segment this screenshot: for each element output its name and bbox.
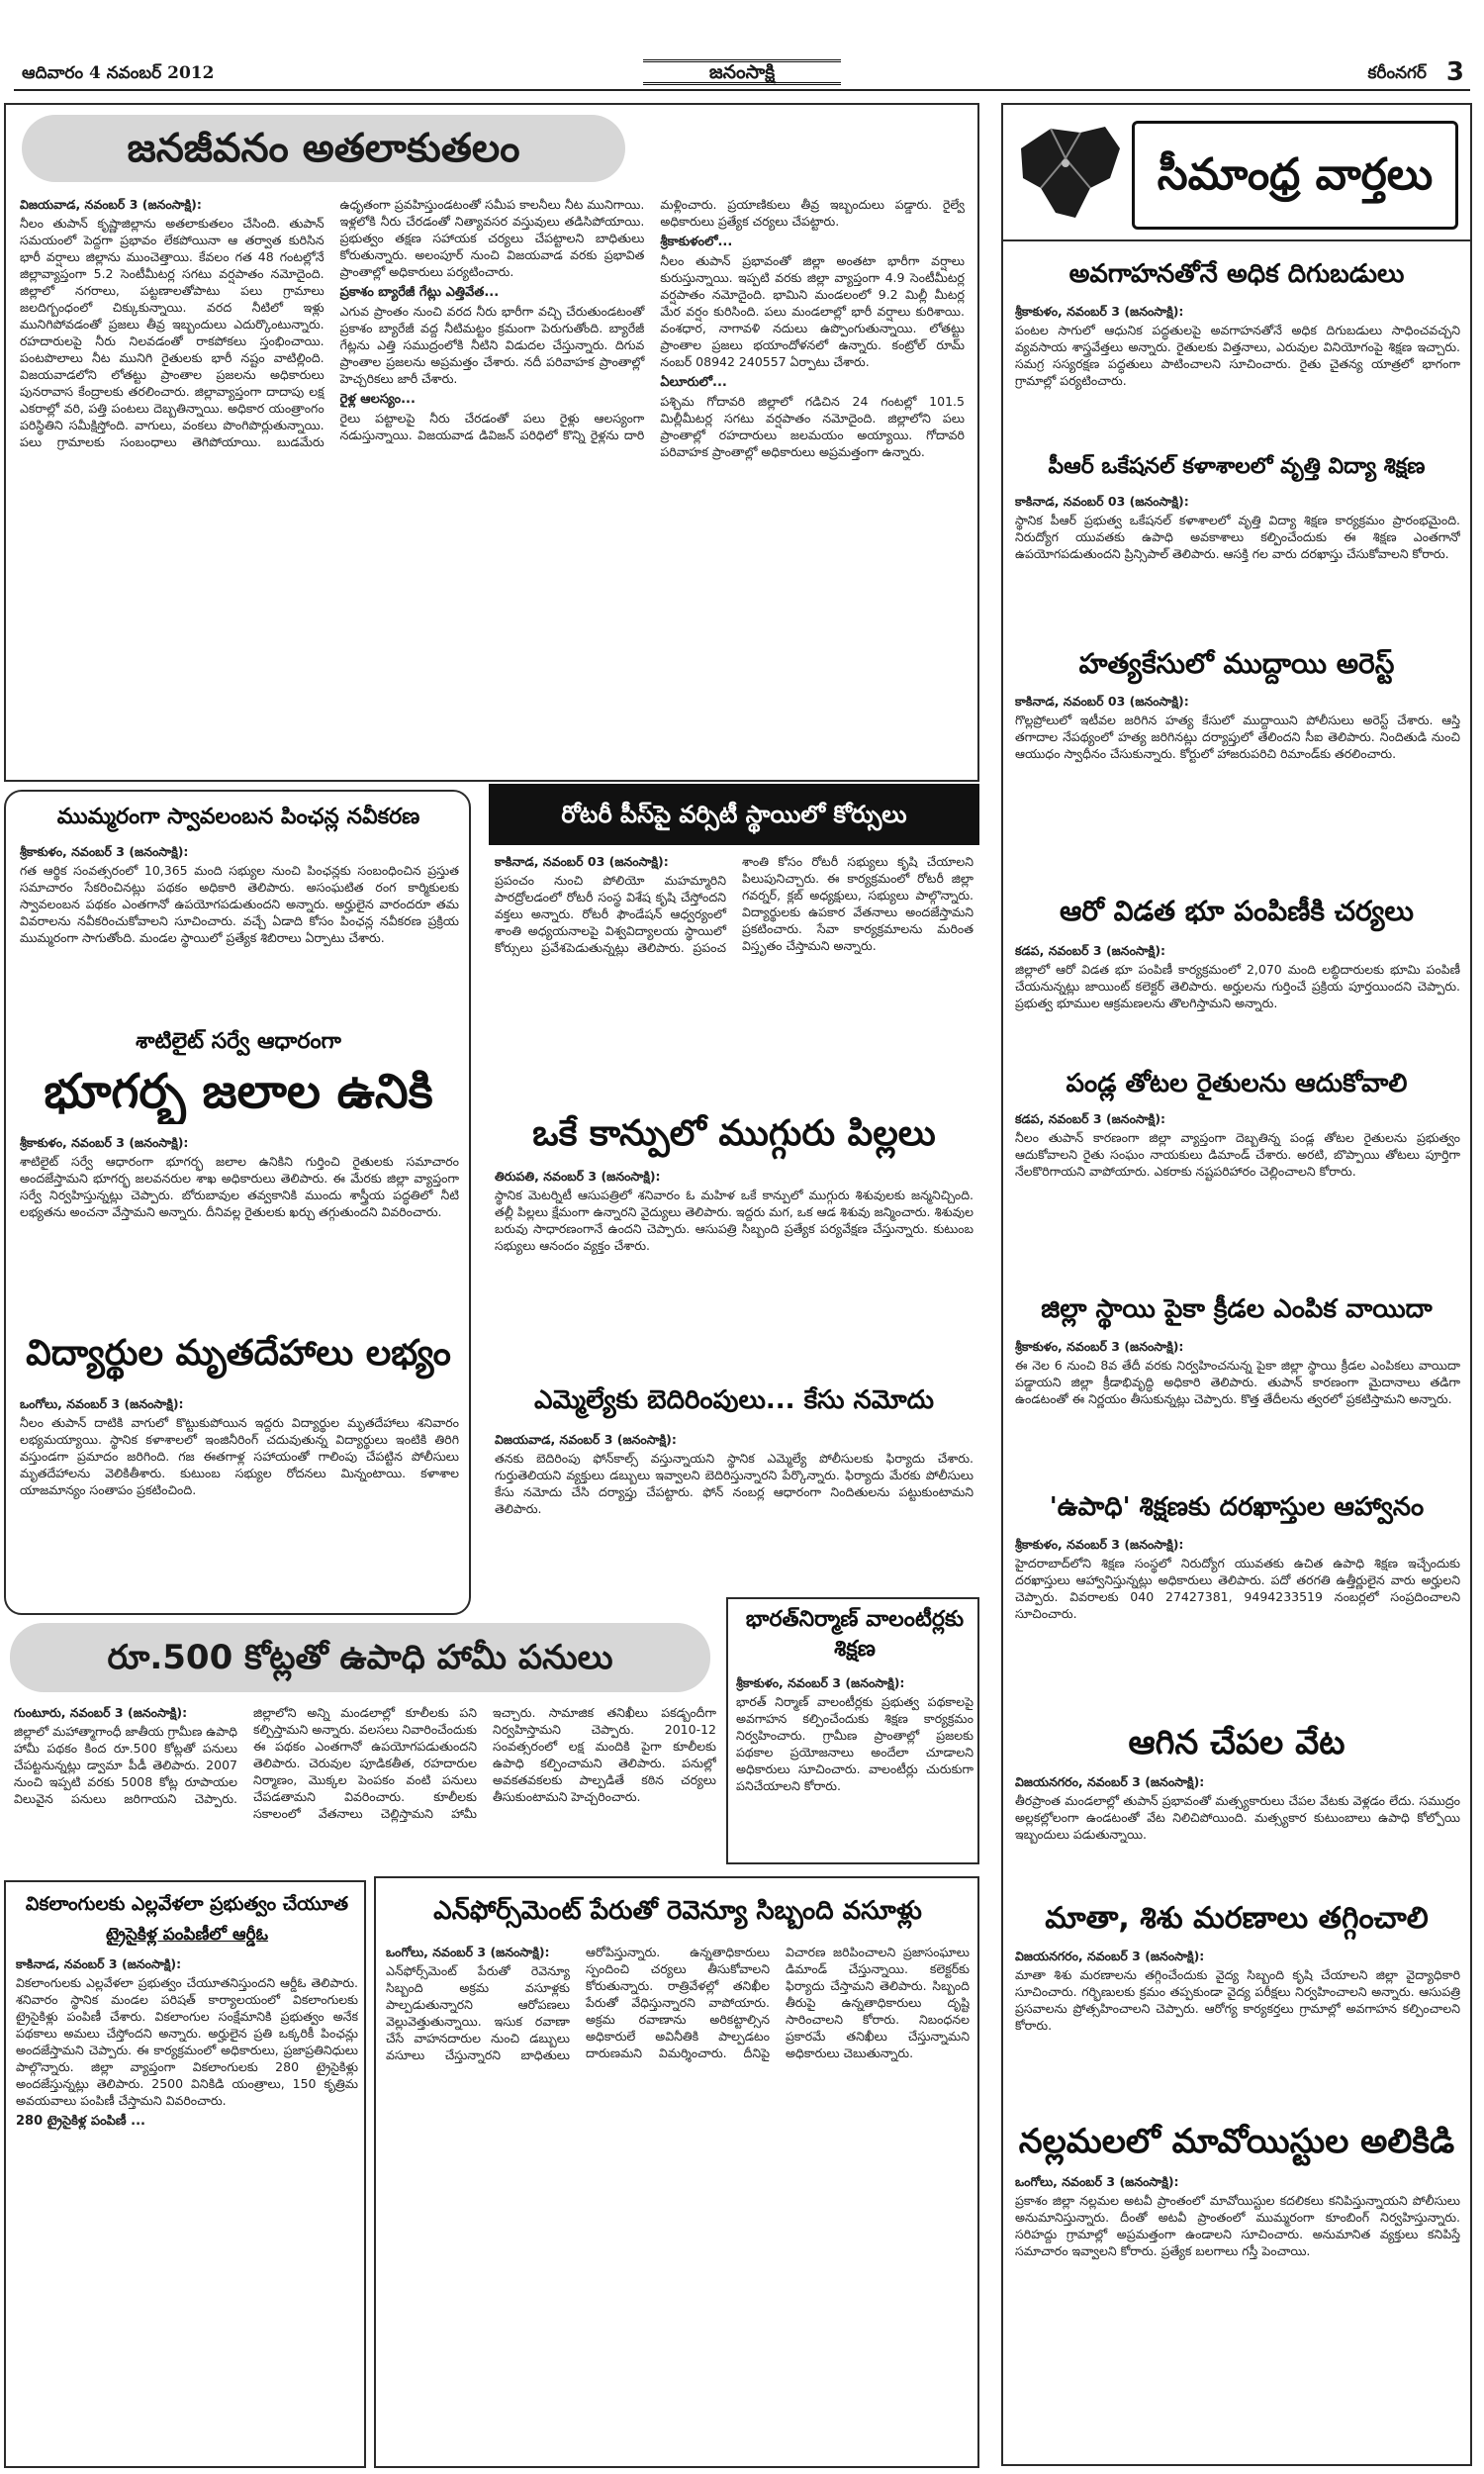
students-headline: విద్యార్థుల మృతదేహాలు లభ్యం: [26, 1333, 451, 1374]
rotary-headline: రోటరీ పీస్‌పై వర్సిటీ స్థాయిలో కోర్సులు: [561, 801, 907, 828]
students-text: నీలం తుపాన్ దాటికి వాగులో కొట్టుకుపోయిన ఇద్దరు విద్యార్థుల మృతదేహాలు శనివారం లభ్యమయ్యాయి. స్థానిక కళాశాలలో ఇంజినీరింగ్ చదువుతున్న విద్యార్థులు ఇంటికి తిరిగి వస్తుండగా ప్రమాదం జరిగింది. గజ ఈతగాళ్ల సహాయంతో గాలింపు చేపట్టిన పోలీసులు మృతదేహాలను వెలికితీశారు. కుటుంబ సభ్యుల రోదనలు మిన్నంటాయి. కళాశాల యాజమాన్యం సంతాపం ప్రకటించింది.: [20, 1415, 459, 1497]
right-story-6-headline: జిల్లా స్థాయి పైకా క్రీడల ఎంపిక వాయిదా: [1041, 1294, 1433, 1324]
right-story-10-headline: నల్లమలలో మావోయిస్టుల అలికిడి: [1018, 2122, 1455, 2161]
wage-headline-band: [10, 1623, 710, 1692]
main-story-text-5: పశ్చిమ గోదావరి జిల్లాలో గడిచిన 24 గంటల్లో 101.5 మిల్లీమీటర్ల సగటు వర్షపాతం నమోదైంది. జిల్లాలోని పలు ప్రాంతాల్లో రహదారులు జలమయం అయ్యాయి. గోదావరి పరివాహక ప్రాంతాల్లో అధికారులు అప్రమత్తంగా ఉన్నారు.: [660, 394, 965, 459]
main-story-text: నీలం తుపాన్ కృష్ణాజిల్లాను అతలాకుతలం చేసింది. తుపాన్ సమయంలో పెద్దగా ప్రభావం లేకపోయినా ఆ తర్వాత కురిసిన భారీ వర్షాలు జిల్లాను ముంచెత్తాయి. కేవలం గత 48 గంటల్లోనే జిల్లావ్యాప్తంగా 5.2 సెంటీమీటర్ల సగటు వర్షపాతం నమోదైంది. జిల్లాలో నగరాలు, పట్టణాలతోపాటు పలు గ్రామాలు జలదిగ్బంధంలో చిక్కుకున్నాయి. వరద నీటిలో ఇళ్లు మునిగిపోవడంతో ప్రజలు తీవ్ర ఇబ్బందులు ఎదుర్కొంటున్నారు. రహదారులపై నీరు నిలవడంతో రాకపోకలు స్తంభించాయి. పంటపొలాలు నీట మునిగి రైతులకు భారీ నష్టం వాటిల్లింది. విజయవాడలోని లోతట్టు ప్రాంతాల ప్రజలను అధికారులు పునరావాస కేంద్రాలకు తరలించారు. జిల్లావ్యాప్తంగా దాదాపు లక్ష ఎకరాల్లో వరి, పత్తి పంటలు దెబ్బతిన్నాయి. అధికార యంత్రాంగం పరిస్థితిని సమీక్షిస్తోంది. వాగులు, వంకలు పొంగిపొర్లుతున్నాయి. పలు గ్రామాలకు సంబంధాలు తెగిపోయాయి. బుడమేరు ఉధృతంగా ప్రవహిస్తుండటంతో సమీప కాలనీలు నీట మునిగాయి. ఇళ్లలోకి నీరు చేరడంతో నిత్యావసర వస్తువులు తడిసిపోయాయి. ప్రభుత్వం తక్షణ సహాయక చర్యలు చేపట్టాలని బాధితులు కోరుతున్నారు. అలంపూర్ నుంచి విజయవాడ వరకు ప్రభావిత ప్రాంతాల్లో అధికారులు పర్యటించారు.: [20, 197, 645, 449]
right-story-4-headline: ఆరో విడత భూ పంపిణీకి చర్యలు: [1060, 895, 1414, 927]
main-story-box: [4, 103, 979, 782]
right-story-3-body: [1015, 693, 1460, 881]
enforcement-headline: ఎన్‌ఫోర్స్‌మెంట్ పేరుతో రెవెన్యూ సిబ్బంది వసూళ్లు: [433, 1896, 922, 1926]
right-story-9-byline: విజయనగరం, నవంబర్ 3 (జనంసాక్షి):: [1015, 1949, 1205, 1963]
satellite-headline: భూగర్భ జలాల ఉనికి: [44, 1064, 433, 1119]
right-story-7-byline: శ్రీకాకుళం, నవంబర్ 3 (జనంసాక్షి):: [1015, 1537, 1184, 1552]
right-story-5-headline: పండ్ల తోటల రైతులను ఆదుకోవాలి: [1066, 1069, 1408, 1098]
wage-headline: రూ.500 కోట్లతో ఉపాధి హామీ పనులు: [107, 1638, 613, 1677]
main-story-text-3: రైలు పట్టాలపై నీరు చేరడంతో పలు రైళ్లు ఆలస్యంగా నడుస్తున్నాయి. విజయవాడ డివిజన్ పరిధిలో కొన్ని రైళ్లను దారి మళ్లించారు. ప్రయాణికులు తీవ్ర ఇబ్బందులు పడ్డారు. రైల్వే అధికారులు ప్రత్యేక చర్యలు చేపట్టారు.: [339, 197, 965, 442]
right-story-2-text: స్థానిక పీఆర్ ప్రభుత్వ ఒకేషనల్ కళాశాలలో వృత్తి విద్యా శిక్షణ కార్యక్రమం ప్రారంభమైంది. నిరుద్యోగ యువతకు ఉపాధి అవకాశాలు కల్పించేందుకు ఈ శిక్షణ ఎంతగానో ఉపయోగపడుతుందని ప్రిన్సిపాల్ తెలిపారు. ఆసక్తి గల వారు దరఖాస్తు చేసుకోవాలని కోరారు.: [1015, 513, 1460, 561]
bharat-box: [726, 1597, 979, 1864]
satellite-kicker: శాటిలైట్ సర్వే ఆధారంగా: [136, 1029, 341, 1054]
bharat-text: భారత్ నిర్మాణ్ వాలంటీర్లకు ప్రభుత్వ పథకాలపై అవగాహన కల్పించేందుకు శిక్షణ కార్యక్రమం నిర్వహించారు. గ్రామీణ ప్రాంతాల్లో ప్రజలకు పథకాల ప్రయోజనాలు అందేలా చూడాలని అధికారులు సూచించారు. వాలంటీర్లు చురుకుగా పనిచేయాలని కోరారు.: [736, 1694, 974, 1793]
right-story-8-byline: విజయనగరం, నవంబర్ 3 (జనంసాక్షి):: [1015, 1774, 1205, 1789]
wage-body: [14, 1704, 716, 1872]
satellite-byline: శ్రీకాకుళం, నవంబర్ 3 (జనంసాక్షి):: [20, 1135, 189, 1150]
main-story-text-4: నీలం తుపాన్ ప్రభావంతో జిల్లా అంతటా భారీగా వర్షాలు కురుస్తున్నాయి. ఇప్పటి వరకు జిల్లా వ్యాప్తంగా 4.9 సెంటీమీటర్ల వర్షపాతం నమోదైంది. భామిని మండలంలో 9.2 మిల్లీ మీటర్ల మేర వర్షం కురిసింది. పలు మండలాల్లో భారీ వర్షాలు కురిశాయి. వంశధార, నాగావళి నదులు ఉప్పొంగుతున్నాయి. లోతట్టు ప్రాంతాల ప్రజలు భయాందోళనలో ఉన్నారు. కంట్రోల్ రూమ్ నంబర్ 08942 240557 ఏర్పాటు చేశారు.: [660, 253, 965, 369]
bharat-headline: భారత్‌నిర్మాణ్ వాలంటీర్లకు శిక్షణ: [745, 1607, 965, 1662]
right-story-2-body: [1015, 493, 1460, 631]
disabled-text: వికలాంగులకు ఎల్లవేళలా ప్రభుత్వం చేయూతనిస్తుందని ఆర్డీఓ తెలిపారు. శనివారం స్థానిక మండల పరిషత్ కార్యాలయంలో వికలాంగులకు ట్రైసైకిళ్లు పంపిణీ చేశారు. వికలాంగుల సంక్షేమానికి ప్రభుత్వం అనేక పథకాలు అమలు చేస్తోందని అన్నారు. అర్హులైన ప్రతి ఒక్కరికీ పింఛన్లు అందజేస్తామని చెప్పారు. ఈ కార్యక్రమంలో అధికారులు, ప్రజాప్రతినిధులు పాల్గొన్నారు. జిల్లా వ్యాప్తంగా వికలాంగులకు 280 ట్రైసైకిళ్లు అందజేస్తున్నట్లు తెలిపారు. 2500 వినికిడి యంత్రాలు, 150 కృత్రిమ అవయవాలు పంపిణీ చేస్తామని వివరించారు.: [16, 1975, 358, 2108]
masthead: [0, 0, 1484, 87]
students-body: [20, 1395, 459, 1603]
pension-body: [20, 843, 459, 1021]
right-story-7-headline: 'ఉపాధి' శిక్షణకు దరఖాస్తుల ఆహ్వానం: [1049, 1492, 1425, 1522]
right-story-3-headline: హత్యకేసులో ముద్దాయి అరెస్ట్: [1078, 647, 1395, 680]
seemandhra-banner-title: సీమాంధ్ర వార్తలు: [1132, 121, 1458, 230]
right-story-7-body: [1015, 1536, 1460, 1710]
enforcement-body: [386, 1944, 970, 2458]
rotary-body: [495, 853, 974, 1100]
disabled-kicker: ట్రైసైకిళ్ల పంపిణీలో ఆర్డీఓ: [105, 1925, 269, 1945]
masthead-rule: [14, 89, 1470, 91]
right-story-5-body: [1015, 1110, 1460, 1279]
main-story-body: [20, 196, 965, 770]
right-story-5-byline: కడప, నవంబర్ 3 (జనంసాక్షి):: [1015, 1111, 1166, 1126]
right-story-7-text: హైదరాబాద్‌లోని శిక్షణ సంస్థలో నిరుద్యోగ యువతకు ఉచిత ఉపాధి శిక్షణ ఇచ్చేందుకు దరఖాస్తులు ఆహ్వానిస్తున్నట్లు అధికారులు తెలిపారు. పదో తరగతి ఉత్తీర్ణులైన వారు అర్హులని చెప్పారు. వివరాలకు 040 27427381, 9494233519 నంబర్లలో సంప్రదించాలని సూచించారు.: [1015, 1556, 1460, 1621]
right-story-2-headline: పీఆర్ ఒకేషనల్ కళాశాలలో వృత్తి విద్యా శిక్షణ: [1048, 454, 1426, 479]
main-story-headline-band: [22, 115, 625, 182]
right-story-4-body: [1015, 942, 1460, 1057]
disabled-body: [16, 1955, 358, 2460]
mla-byline: విజయవాడ, నవంబర్ 3 (జనంసాక్షి):: [495, 1432, 677, 1447]
right-story-10-body: [1015, 2173, 1460, 2456]
satellite-text: శాటిలైట్ సర్వే ఆధారంగా భూగర్భ జలాల ఉనికిని గుర్తించి రైతులకు సమాచారం అందజేస్తామని భూగర్భ జలవనరుల శాఖ అధికారులు తెలిపారు. ఈ మేరకు జిల్లా వ్యాప్తంగా సర్వే నిర్వహిస్తున్నట్లు చెప్పారు. బోరుబావుల తవ్వకానికి ముందు శాస్త్రీయ పద్ధతిలో నీటి లభ్యతను అంచనా వేస్తామని అన్నారు. దీనివల్ల రైతులకు ఖర్చు తగ్గుతుందని వివరించారు.: [20, 1154, 459, 1219]
edition-city: కరీంనగర్: [1367, 63, 1427, 83]
main-story-headline: జనజీవనం అతలాకుతలం: [127, 126, 520, 171]
enforcement-box: [374, 1876, 979, 2468]
newspaper-logo: జనంసాక్షి: [643, 59, 841, 85]
mla-headline: ఎమ్మెల్యేకు బెదిరింపులు... కేసు నమోదు: [534, 1385, 934, 1415]
main-story-subhead-trains: రైళ్ల ఆలస్యం...: [339, 392, 416, 407]
wage-text: జిల్లాలో మహాత్మాగాంధీ జాతీయ గ్రామీణ ఉపాధి హామీ పథకం కింద రూ.500 కోట్లతో పనులు చేపట్టనున్నట్లు డ్వామా పీడీ తెలిపారు. 2007 నుంచి ఇప్పటి వరకు 5008 కోట్ల రూపాయల విలువైన పనులు జరిగాయని చెప్పారు. జిల్లాలోని అన్ని మండలాల్లో కూలీలకు పని కల్పిస్తామని అన్నారు. వలసలు నివారించేందుకు ఈ పథకం ఎంతగానో ఉపయోగపడుతుందని తెలిపారు. చెరువుల పూడికతీత, రహదారుల నిర్మాణం, మొక్కల పెంపకం వంటి పనులు చేపడతామని వివరించారు. కూలీలకు సకాలంలో వేతనాలు చెల్లిస్తామని హామీ ఇచ్చారు. సామాజిక తనిఖీలు పకడ్బందీగా నిర్వహిస్తామని చెప్పారు. 2010-12 సంవత్సరంలో లక్ష మందికి పైగా కూలీలకు ఉపాధి కల్పించామని తెలిపారు. పనుల్లో అవకతవకలకు పాల్పడితే కఠిన చర్యలు తీసుకుంటామని హెచ్చరించారు.: [14, 1705, 716, 1821]
right-story-8-body: [1015, 1773, 1460, 1888]
disabled-subhead: 280 ట్రైసైకిళ్ల పంపిణీ ...: [16, 2114, 145, 2129]
enforcement-byline: ఒంగోలు, నవంబర్ 3 (జనంసాక్షి):: [386, 1945, 550, 1959]
page-number: 3: [1445, 57, 1464, 87]
main-story-subhead-eluru: ఏలూరులో...: [660, 375, 727, 390]
main-story-byline: విజయవాడ, నవంబర్ 3 (జనంసాక్షి):: [20, 197, 202, 212]
disabled-byline: కాకినాడ, నవంబర్ 3 (జనంసాక్షి):: [16, 1956, 182, 1971]
right-story-1-text: పంటల సాగులో ఆధునిక పద్ధతులపై అవగాహనతోనే అధిక దిగుబడులు సాధించవచ్చని వ్యవసాయ శాస్త్రవేత్తలు అన్నారు. రైతులకు విత్తనాలు, ఎరువుల వినియోగంపై శిక్షణ ఇచ్చారు. సమగ్ర సస్యరక్షణ పద్ధతులు పాటించాలని సూచించారు. రైతు చైతన్య యాత్రలో భాగంగా గ్రామాల్లో పర్యటించారు.: [1015, 323, 1460, 388]
rotary-text: ప్రపంచం నుంచి పోలియో మహమ్మారిని పారద్రోలడంలో రోటరీ సంస్థ విశేష కృషి చేస్తోందని వక్తలు అన్నారు. రోటరీ ఫౌండేషన్ ఆధ్వర్యంలో శాంతి అధ్యయనాలపై విశ్వవిద్యాలయ స్థాయిలో కోర్సులు ప్రవేశపెడుతున్నట్లు తెలిపారు. ప్రపంచ శాంతి కోసం రోటరీ సభ్యులు కృషి చేయాలని పిలుపునిచ్చారు. ఈ కార్యక్రమంలో రోటరీ జిల్లా గవర్నర్, క్లబ్ అధ్యక్షులు, సభ్యులు పాల్గొన్నారు. విద్యార్థులకు ఉపకార వేతనాలు అందజేస్తామని ప్రకటించారు. సేవా కార్యక్రమాలను మరింత విస్తృతం చేస్తామని అన్నారు.: [495, 854, 974, 955]
right-story-1-body: [1015, 303, 1460, 437]
right-story-5-text: నీలం తుపాన్ కారణంగా జిల్లా వ్యాప్తంగా దెబ్బతిన్న పండ్ల తోటల రైతులను ప్రభుత్వం ఆదుకోవాలని రైతు సంఘం నాయకులు డిమాండ్ చేశారు. అరటి, బొప్పాయి తోటలు పూర్తిగా నేలకొరిగాయని వాపోయారు. ఎకరాకు నష్టపరిహారం చెల్లించాలని కోరారు.: [1015, 1130, 1460, 1179]
right-story-6-byline: శ్రీకాకుళం, నవంబర్ 3 (జనంసాక్షి):: [1015, 1339, 1184, 1354]
wage-byline: గుంటూరు, నవంబర్ 3 (జనంసాక్షి):: [14, 1705, 188, 1720]
right-story-3-text: గొల్లప్రోలులో ఇటీవల జరిగిన హత్య కేసులో ముద్దాయిని పోలీసులు అరెస్ట్ చేశారు. ఆస్తి తగాదాల నేపథ్యంలో హత్య జరిగినట్లు దర్యాప్తులో తేలిందని సీఐ తెలిపారు. నిందితుడి నుంచి ఆయుధం స్వాధీనం చేసుకున్నారు. కోర్టులో హాజరుపరిచి రిమాండ్‌కు తరలించారు.: [1015, 713, 1460, 761]
disabled-box: [4, 1880, 366, 2468]
rotary-headline-band: [489, 784, 979, 845]
students-byline: ఒంగోలు, నవంబర్ 3 (జనంసాక్షి):: [20, 1396, 184, 1411]
kids-byline: తిరుపతి, నవంబర్ 3 (జనంసాక్షి):: [495, 1169, 661, 1184]
pension-byline: శ్రీకాకుళం, నవంబర్ 3 (జనంసాక్షి):: [20, 844, 189, 859]
main-story-subhead-srikakulam: శ్రీకాకుళంలో...: [660, 235, 733, 249]
right-story-9-headline: మాతా, శిశు మరణాలు తగ్గించాలి: [1045, 1901, 1429, 1936]
mla-text: తనకు బెదిరింపు ఫోన్‌కాల్స్ వస్తున్నాయని స్థానిక ఎమ్మెల్యే పోలీసులకు ఫిర్యాదు చేశారు. గుర్తుతెలియని వ్యక్తులు డబ్బులు ఇవ్వాలని బెదిరిస్తున్నారని పేర్కొన్నారు. ఫిర్యాదు మేరకు పోలీసులు కేసు నమోదు చేసి దర్యాప్తు చేపట్టారు. ఫోన్ నంబర్ల ఆధారంగా నిందితులను పట్టుకుంటామని తెలిపారు.: [495, 1451, 974, 1516]
bharat-body: [736, 1674, 974, 1856]
right-story-10-text: ప్రకాశం జిల్లా నల్లమల అటవీ ప్రాంతంలో మావోయిస్టుల కదలికలు కనిపిస్తున్నాయని పోలీసులు అనుమానిస్తున్నారు. దీంతో అటవీ ప్రాంతంలో ముమ్మరంగా కూంబింగ్ నిర్వహిస్తున్నారు. సరిహద్దు గ్రామాల్లో అప్రమత్తంగా ఉండాలని సూచించారు. అనుమానిత వ్యక్తులు కనిపిస్తే సమాచారం ఇవ్వాలని కోరారు. ప్రత్యేక బలగాలు గస్తీ పెంచాయి.: [1015, 2193, 1460, 2258]
right-story-9-body: [1015, 1948, 1460, 2106]
right-story-4-text: జిల్లాలో ఆరో విడత భూ పంపిణీ కార్యక్రమంలో 2,070 మంది లబ్ధిదారులకు భూమి పంపిణీ చేయనున్నట్లు జాయింట్ కలెక్టర్ తెలిపారు. అర్హులను గుర్తించే ప్రక్రియ పూర్తయిందని చెప్పారు. ప్రభుత్వ భూముల ఆక్రమణలను తొలగిస్తామని అన్నారు.: [1015, 962, 1460, 1010]
right-story-4-byline: కడప, నవంబర్ 3 (జనంసాక్షి):: [1015, 943, 1166, 958]
mla-body: [495, 1431, 974, 1589]
right-story-6-body: [1015, 1338, 1460, 1476]
right-story-1-byline: శ్రీకాకుళం, నవంబర్ 3 (జనంసాక్షి):: [1015, 304, 1184, 319]
kids-body: [495, 1168, 974, 1356]
right-story-2-byline: కాకినాడ, నవంబర్ 03 (జనంసాక్షి):: [1015, 494, 1189, 509]
right-story-9-text: మాతా శిశు మరణాలను తగ్గించేందుకు వైద్య సిబ్బంది కృషి చేయాలని జిల్లా వైద్యాధికారి సూచించారు. గర్భిణులకు క్రమం తప్పకుండా వైద్య పరీక్షలు నిర్వహించాలని అన్నారు. ఆసుపత్రి ప్రసవాలను ప్రోత్సహించాలని చెప్పారు. ఆరోగ్య కార్యకర్తలు గ్రామాల్లో అవగాహన కల్పించాలని కోరారు.: [1015, 1967, 1460, 2033]
main-story-subhead-barrage: ప్రకాశం బ్యారేజీ గేట్లు ఎత్తివేత...: [339, 285, 500, 300]
right-story-8-text: తీరప్రాంత మండలాల్లో తుపాన్ ప్రభావంతో మత్స్యకారులు చేపల వేటకు వెళ్లడం లేదు. సముద్రం అల్లకల్లోలంగా ఉండటంతో వేట నిలిచిపోయింది. మత్స్యకార కుటుంబాలు ఉపాధి కోల్పోయి ఇబ్బందులు పడుతున్నాయి.: [1015, 1793, 1460, 1842]
rotary-byline: కాకినాడ, నవంబర్ 03 (జనంసాక్షి):: [495, 854, 669, 869]
right-column-box: [1001, 103, 1472, 2466]
right-story-3-byline: కాకినాడ, నవంబర్ 03 (జనంసాక్షి):: [1015, 694, 1189, 709]
satellite-body: [20, 1134, 459, 1312]
right-story-10-byline: ఒంగోలు, నవంబర్ 3 (జనంసాక్షి):: [1015, 2174, 1179, 2189]
right-story-6-text: ఈ నెల 6 నుంచి 8వ తేదీ వరకు నిర్వహించనున్న పైకా జిల్లా స్థాయి క్రీడల ఎంపికలు వాయిదా పడ్డాయని జిల్లా క్రీడాభివృద్ధి అధికారి తెలిపారు. తుపాన్ కారణంగా మైదానాలు తడిగా ఉండటంతో ఈ నిర్ణయం తీసుకున్నట్లు చెప్పారు. కొత్త తేదీలను త్వరలో ప్రకటిస్తామని అన్నారు.: [1015, 1358, 1460, 1406]
left-stories-box: [4, 790, 471, 1615]
kids-text: స్థానిక మెటర్నిటీ ఆసుపత్రిలో శనివారం ఓ మహిళ ఒకే కాన్పులో ముగ్గురు శిశువులకు జన్మనిచ్చింది. తల్లీ పిల్లలు క్షేమంగా ఉన్నారని వైద్యులు తెలిపారు. ఇద్దరు మగ, ఒక ఆడ శిశువు జన్మించారు. శిశువుల బరువు సాధారణంగానే ఉందని చెప్పారు. ఆసుపత్రి సిబ్బంది ప్రత్యేక పర్యవేక్షణ చేస్తున్నారు. కుటుంబ సభ్యులు ఆనందం వ్యక్తం చేశారు.: [495, 1188, 974, 1253]
enforcement-text: ఎన్‌ఫోర్స్‌మెంట్ పేరుతో రెవెన్యూ సిబ్బంది అక్రమ వసూళ్లకు పాల్పడుతున్నారని ఆరోపణలు వెల్లువెత్తుతున్నాయి. ఇసుక రవాణా చేసే వాహనదారుల నుంచి డబ్బులు వసూలు చేస్తున్నారని బాధితులు ఆరోపిస్తున్నారు. ఉన్నతాధికారులు స్పందించి చర్యలు తీసుకోవాలని కోరుతున్నారు. రాత్రివేళల్లో తనిఖీల పేరుతో వేధిస్తున్నారని వాపోయారు. అక్రమ రవాణాను అరికట్టాల్సిన అధికారులే అవినీతికి పాల్పడటం దారుణమని విమర్శించారు. దీనిపై విచారణ జరిపించాలని ప్రజాసంఘాలు డిమాండ్ చేస్తున్నాయి. కలెక్టర్‌కు ఫిర్యాదు చేస్తామని తెలిపారు. సిబ్బంది తీరుపై ఉన్నతాధికారులు దృష్టి సారించాలని కోరారు. నిబంధనల ప్రకారమే తనిఖీలు చేస్తున్నామని అధికారులు చెబుతున్నారు.: [386, 1945, 970, 2062]
right-story-8-headline: ఆగిన చేపల వేట: [1128, 1723, 1345, 1762]
pension-headline: ముమ్మరంగా స్వావలంబన పింఛన్ల నవీకరణ: [56, 805, 420, 829]
pension-text: గత ఆర్థిక సంవత్సరంలో 10,365 మంది సభ్యుల నుంచి పింఛన్లకు సంబంధించిన ప్రస్తుత సమాచారం సేకరించినట్లు పథకం అధికారి తెలిపారు. అసంఘటిత రంగ కార్మికులకు స్వావలంబన పథకం ఎంతగానో ఉపయోగపడుతుందని అన్నారు. అర్హులైన వారందరూ తమ వివరాలను నవీకరించుకోవాలని సూచించారు. వచ్చే ఏడాది కోసం పింఛన్ల నవీకరణ ప్రక్రియ ముమ్మరంగా సాగుతోంది. మండల స్థాయిలో ప్రత్యేక శిబిరాలు ఏర్పాటు చేశారు.: [20, 863, 459, 945]
bharat-byline: శ్రీకాకుళం, నవంబర్ 3 (జనంసాక్షి):: [736, 1675, 905, 1690]
right-story-1-headline: అవగాహనతోనే అధిక దిగుబడులు: [1068, 259, 1405, 289]
seemandhra-banner: [1003, 105, 1470, 241]
issue-date: ఆదివారం 4 నవంబర్ 2012: [22, 63, 215, 83]
main-story-text-2: ఎగువ ప్రాంతం నుంచి వరద నీరు భారీగా వచ్చి చేరుతుండటంతో ప్రకాశం బ్యారేజీ వద్ద నీటిమట్టం క్రమంగా పెరుగుతోంది. బ్యారేజీ గేట్లను ఎత్తి సముద్రంలోకి నీటిని విడుదల చేస్తున్నారు. దిగువ ప్రాంతాల ప్రజలను అప్రమత్తం చేశారు. నదీ పరివాహక ప్రాంతాల్లో హెచ్చరికలు జారీ చేశారు.: [339, 304, 645, 386]
disabled-headline: వికలాంగులకు ఎల్లవేళలా ప్రభుత్వం చేయూత: [25, 1893, 349, 1915]
kids-headline: ఒకే కాన్పులో ముగ్గురు పిల్లలు: [532, 1113, 936, 1154]
andhra-map-icon: [1011, 119, 1130, 228]
